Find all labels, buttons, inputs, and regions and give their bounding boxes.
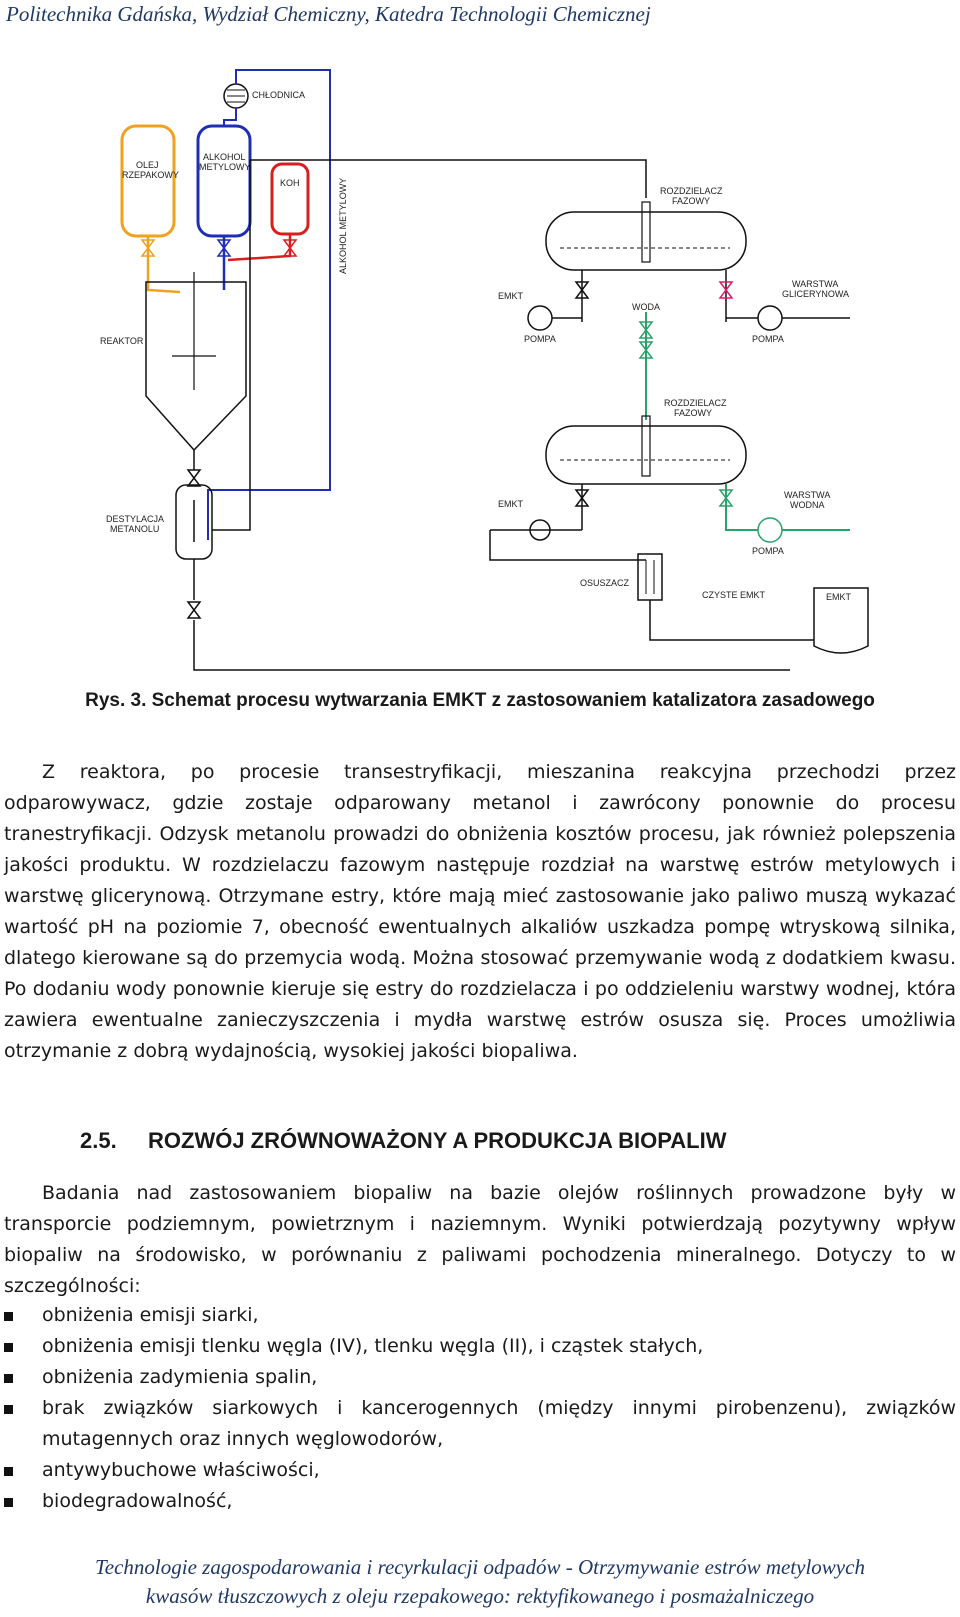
separator-1-icon xyxy=(546,212,746,270)
list-item: obniżenia emisji siarki, xyxy=(4,1300,956,1331)
label-chlodnica: CHŁODNICA xyxy=(252,90,306,100)
label-olej-1: OLEJ xyxy=(136,160,159,170)
label-osuszacz: OSUSZACZ xyxy=(580,578,630,588)
label-rozdzielacz-1a: ROZDZIELACZ xyxy=(660,186,723,196)
list-item: antywybuchowe właściwości, xyxy=(4,1455,956,1486)
label-reaktor: REAKTOR xyxy=(100,336,144,346)
label-alkohol-metylowy: ALKOHOL METYLOWY xyxy=(338,177,348,274)
label-koh: KOH xyxy=(280,178,300,188)
page-header: Politechnika Gdańska, Wydział Chemiczny, Katedra Technologii Chemicznej xyxy=(6,2,651,26)
label-woda: WODA xyxy=(632,302,660,312)
list-item: obniżenia zadymienia spalin, xyxy=(4,1362,956,1393)
footer-line-1: Technologie zagospodarowania i recyrkulacji odpadów - Otrzymywanie estrów metylowych xyxy=(95,1555,865,1579)
bullet-square-icon xyxy=(4,1312,13,1321)
section-number: 2.5. xyxy=(80,1128,117,1153)
label-destylacja-1: DESTYLACJA xyxy=(106,514,165,524)
label-alkohol-2: METYLOWY xyxy=(199,162,251,172)
label-olej-2: RZEPAKOWY xyxy=(122,170,179,180)
bullet-square-icon xyxy=(4,1467,13,1476)
paragraph-1: Z reaktora, po procesie transestryfikacji, mieszanina reakcyjna przechodzi przez odparowywacz, gdzie zostaje odparowany metanol i zawrócony ponownie do procesu tranestryfikacji. Odzysk metanolu prowadzi do obniżenia kosztów procesu, jak również polepszenia jakości produktu. W rozdzielaczu fazowym następuje rozdział na warstwę estrów metylowych i warstwę glicerynową. Otrzymane estry, które mają mieć zastosowanie jako paliwo muszą wykazać wartość pH na poziomie 7, obecność ewentualnych alkaliów uszkadza pompę wtryskową silnika, dlatego kierowane są do przemycia wodą. Można stosować przemywanie wodą z dodatkiem kwasu. Po dodaniu wody ponownie kieruje się estry do rozdzielacza i po oddzieleniu warstwy wodnej, która zawiera ewentualne zanieczyszczenia i mydła warstwę estrów osusza się. Proces umożliwia otrzymanie z dobrą wydajnością, wysokiej jakości biopaliwa. xyxy=(4,761,956,1062)
methanol-tank-icon xyxy=(198,126,250,236)
label-emkt-2: EMKT xyxy=(498,499,524,509)
koh-tank-icon xyxy=(272,164,308,234)
reactor-valve-icon xyxy=(188,470,200,486)
separator-2-icon xyxy=(546,426,746,484)
section-title: ROZWÓJ ZRÓWNOWAŻONY A PRODUKCJA BIOPALIW xyxy=(148,1128,727,1153)
process-flow-diagram xyxy=(90,60,890,680)
reactor-icon xyxy=(146,282,246,450)
oil-tank-icon xyxy=(122,126,174,236)
list-item: biodegradowalność, xyxy=(4,1486,956,1517)
label-warstwa-wodna-2: WODNA xyxy=(790,500,825,510)
label-rozdzielacz-2b: FAZOWY xyxy=(674,408,712,418)
pump-2-icon xyxy=(758,306,782,330)
label-rozdzielacz-2a: ROZDZIELACZ xyxy=(664,398,727,408)
label-pompa-1: POMPA xyxy=(524,334,556,344)
pump-3-icon xyxy=(758,518,782,542)
label-alkohol-1: ALKOHOL xyxy=(203,152,246,162)
label-destylacja-2: METANOLU xyxy=(110,524,160,534)
label-rozdzielacz-1b: FAZOWY xyxy=(672,196,710,206)
page-footer xyxy=(0,1553,960,1611)
label-czyste-emkt: CZYSTE EMKT xyxy=(702,590,766,600)
label-emkt-1: EMKT xyxy=(498,291,524,301)
bullet-square-icon xyxy=(4,1374,13,1383)
dryer-icon xyxy=(638,554,662,600)
list-item: obniżenia emisji tlenku węgla (IV), tlenku węgla (II), i cząstek stałych, xyxy=(4,1331,956,1362)
pump-1-icon xyxy=(528,306,552,330)
label-pompa-2: POMPA xyxy=(752,334,784,344)
section-heading xyxy=(80,1128,727,1154)
label-pompa-3: POMPA xyxy=(752,546,784,556)
footer-line-2: kwasów tłuszczowych z oleju rzepakowego: rektyfikowanego i posmażalniczego xyxy=(145,1584,815,1608)
bullet-square-icon xyxy=(4,1343,13,1352)
bullet-square-icon xyxy=(4,1498,13,1507)
label-warstwa-wodna-1: WARSTWA xyxy=(784,490,831,500)
bullet-square-icon xyxy=(4,1405,13,1414)
column-valve-icon xyxy=(188,602,200,618)
benefits-list xyxy=(4,1300,956,1517)
label-emkt-tank: EMKT xyxy=(826,592,852,602)
list-item: brak związków siarkowych i kancerogennych (między innymi pirobenzenu), związków mutagennych oraz innych węglowodorów, xyxy=(4,1393,956,1455)
label-warstwa-glic-2: GLICERYNOWA xyxy=(782,289,850,299)
label-warstwa-glic-1: WARSTWA xyxy=(792,279,839,289)
paragraph-2: Badania nad zastosowaniem biopaliw na bazie olejów roślinnych prowadzone były w transporcie podziemnym, powietrznym i naziemnym. Wyniki potwierdzają pozytywny wpływ biopaliw na środowisko, w porównaniu z paliwami pochodzenia mineralnego. Dotyczy to w szczególności: xyxy=(4,1182,956,1297)
figure-caption: Rys. 3. Schemat procesu wytwarzania EMKT z zastosowaniem katalizatora zasadowego xyxy=(85,690,875,711)
